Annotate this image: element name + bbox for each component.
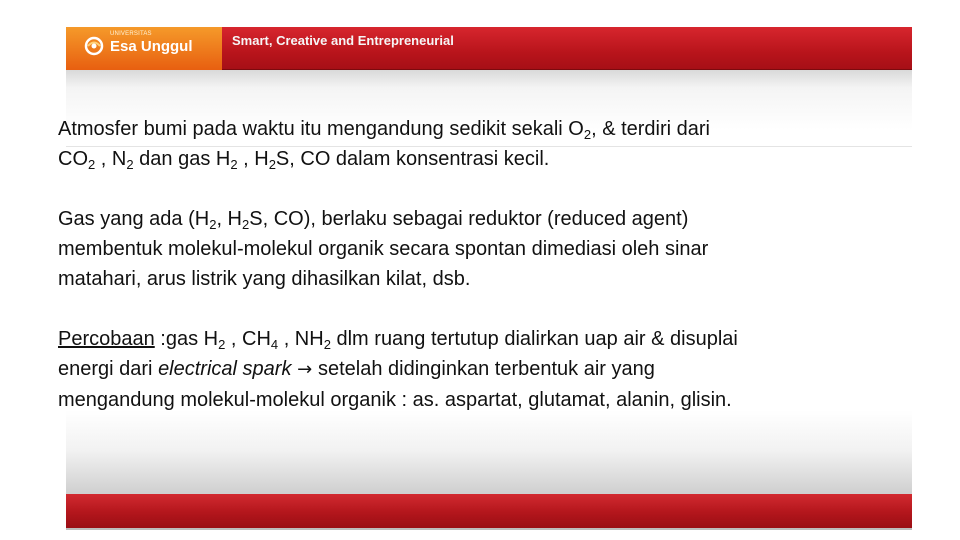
text-run: mengandung molekul-molekul organik : as. aspartat, glutamat, alanin, glisin. [58,389,732,411]
subscript: 2 [88,157,96,172]
logo-block [66,27,222,70]
paragraph-experiment [58,324,938,415]
italic-term: electrical spark [158,358,292,380]
text-run: setelah didinginkan terbentuk air yang [317,358,655,380]
subscript: 2 [583,127,592,142]
logo-subtitle: UNIVERSITAS [110,31,152,37]
subscript: 2 [126,157,134,172]
subscript: 4 [270,337,279,352]
paragraph-reductor [58,204,938,294]
banner-edge [222,69,912,70]
header-banner [66,27,912,70]
text-run: , N [95,148,127,170]
subscript: 2 [268,157,276,172]
text-run: , H [237,148,269,170]
text-run: , & terdiri dari [591,118,711,140]
text-run: , NH [278,328,324,350]
subscript: 2 [218,337,226,352]
swirl-logo-icon [84,36,104,56]
footer-bar [66,494,912,528]
text-run: S, CO dalam konsentrasi kecil. [275,148,550,170]
text-run: Gas yang ada (H [58,208,210,230]
text-run: S, CO), berlaku sebagai reduktor (reduced agent) [249,208,689,230]
paragraph-atmosphere [58,114,938,174]
text-run: CO [58,148,88,170]
text-run: :gas H [154,328,219,350]
tagline: Smart, Creative and Entrepreneurial [232,33,454,48]
text-run: membentuk molekul-molekul organik secara spontan dimediasi oleh sinar [58,238,709,260]
text-run: energi dari [58,358,159,380]
subscript: 2 [323,337,331,352]
underlined-term: Percobaan [58,328,155,350]
right-arrow-icon: → [291,359,318,380]
text-run: dan gas H [133,148,231,170]
subscript: 2 [242,217,250,232]
logo-name: Esa Unggul [110,38,193,55]
subscript: 2 [230,157,238,172]
text-run: , H [216,208,242,230]
subscript: 2 [209,217,217,232]
text-run: dlm ruang tertutup dialirkan uap air & disuplai [330,328,738,350]
text-run: , CH [225,328,271,350]
text-run: Atmosfer bumi pada waktu itu mengandung sedikit sekali O [58,118,584,140]
text-run: matahari, arus listrik yang dihasilkan kilat, dsb. [58,268,471,290]
